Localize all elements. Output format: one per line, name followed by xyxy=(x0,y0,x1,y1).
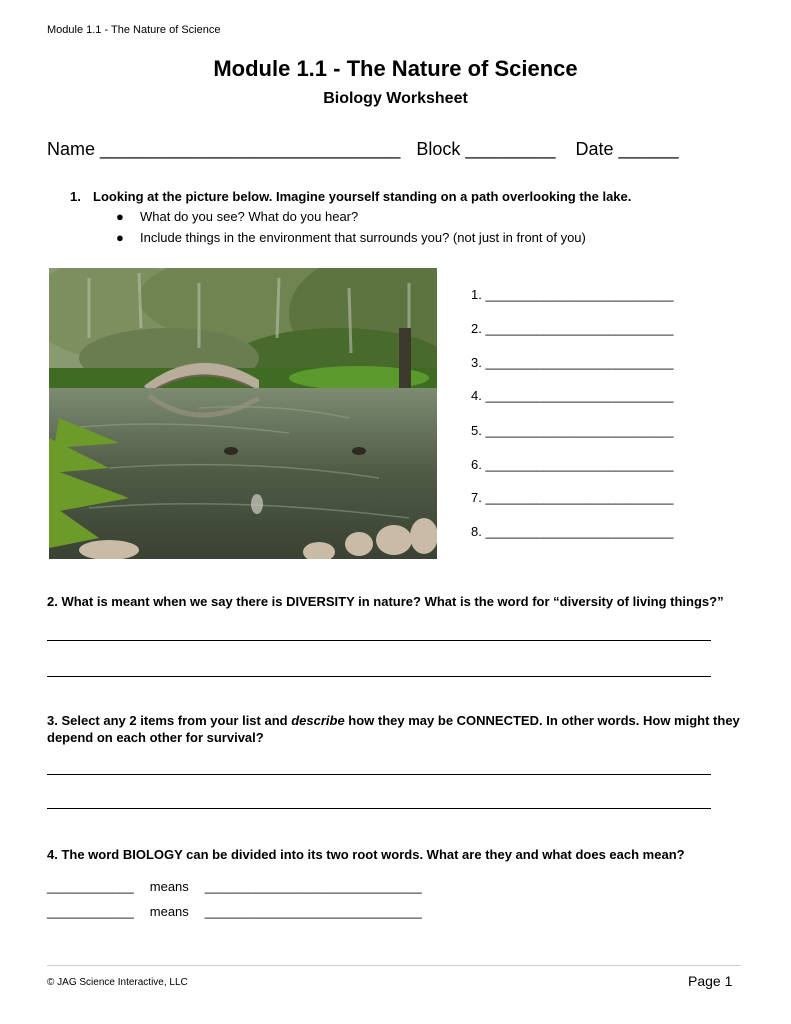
root-word-blank[interactable]: ____________ xyxy=(47,904,134,919)
answer-line[interactable] xyxy=(47,774,711,775)
bullet-icon: ● xyxy=(116,209,124,224)
answer-line-3[interactable]: 3. __________________________ xyxy=(471,355,674,370)
answer-line-5[interactable]: 5. __________________________ xyxy=(471,423,674,438)
question-3-emphasis: describe xyxy=(291,713,345,728)
root-word-row xyxy=(47,904,422,919)
answer-line-1[interactable]: 1. __________________________ xyxy=(471,287,674,302)
root-word-blank[interactable]: ____________ xyxy=(47,879,134,894)
question-3-part: 3. Select any 2 items from your list and xyxy=(47,713,292,728)
question-1 xyxy=(70,189,631,204)
answer-line-8[interactable]: 8. __________________________ xyxy=(471,524,674,539)
page-number: Page 1 xyxy=(688,973,733,989)
bullet-icon: ● xyxy=(116,230,124,245)
question-4-text: 4. The word BIOLOGY can be divided into its two root words. What are they and what does each mean? xyxy=(47,847,685,862)
bullet-text: What do you see? What do you hear? xyxy=(140,209,359,224)
bullet-item xyxy=(116,209,358,224)
definition-blank[interactable]: ______________________________ xyxy=(204,879,422,894)
running-header: Module 1.1 - The Nature of Science xyxy=(47,24,221,36)
means-label: means xyxy=(149,879,189,894)
answer-line[interactable] xyxy=(47,640,711,641)
name-field[interactable]: Name ______________________________ xyxy=(47,139,401,159)
page-title: Module 1.1 - The Nature of Science xyxy=(213,56,578,81)
footer-divider xyxy=(47,965,741,966)
block-field[interactable]: Block _________ xyxy=(416,139,556,159)
date-field[interactable]: Date ______ xyxy=(575,139,679,159)
question-2-text: 2. What is meant when we say there is DIVERSITY in nature? What is the word for “diversity of living things?” xyxy=(47,594,724,609)
answer-line[interactable] xyxy=(47,676,711,677)
root-word-row xyxy=(47,879,422,894)
bullet-text: Include things in the environment that surrounds you? (not just in front of you) xyxy=(140,230,586,245)
means-label: means xyxy=(149,904,189,919)
answer-line-4[interactable]: 4. __________________________ xyxy=(471,388,674,403)
page-subtitle: Biology Worksheet xyxy=(323,90,468,107)
bullet-item xyxy=(116,230,586,245)
answer-line-2[interactable]: 2. __________________________ xyxy=(471,321,674,336)
question-3-text xyxy=(47,712,747,746)
question-1-text: Looking at the picture below. Imagine yourself standing on a path overlooking the lake. xyxy=(93,189,632,204)
question-1-number: 1. xyxy=(70,189,81,204)
question-3-part: how they may be CONNECTED. In other words. How might they depend on each other for survival? xyxy=(47,713,740,745)
answer-line[interactable] xyxy=(47,808,711,809)
definition-blank[interactable]: ______________________________ xyxy=(204,904,422,919)
answer-line-6[interactable]: 6. __________________________ xyxy=(471,457,674,472)
copyright: © JAG Science Interactive, LLC xyxy=(47,977,188,988)
student-info-row xyxy=(47,139,679,160)
answer-line-7[interactable]: 7. __________________________ xyxy=(471,490,674,505)
lake-photo xyxy=(49,268,437,559)
